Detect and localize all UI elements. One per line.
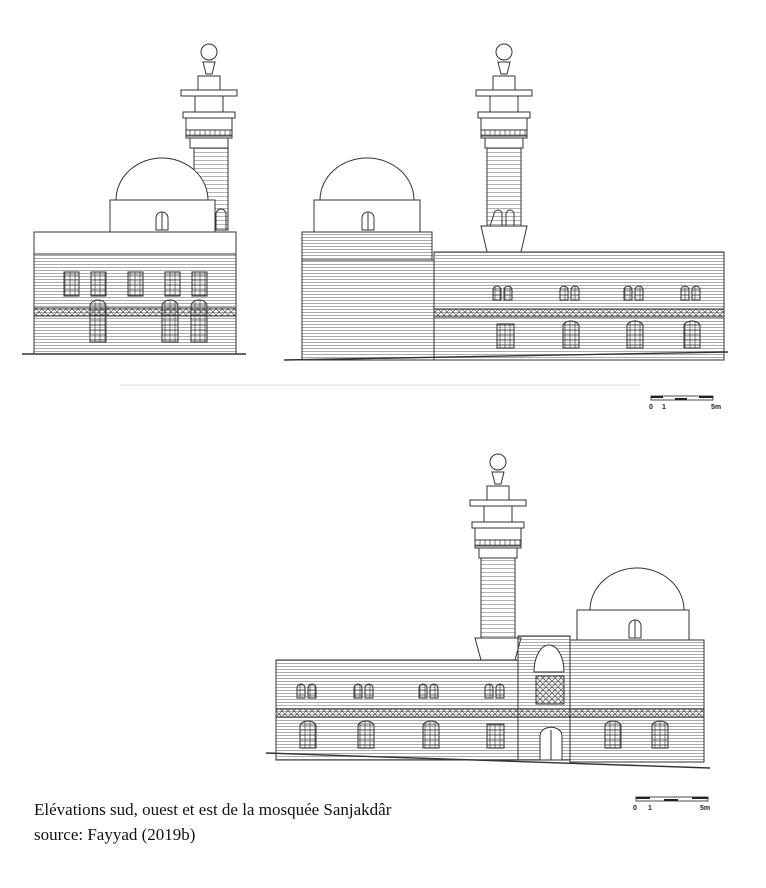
caption-title: Elévations sud, ouest et est de la mosquée Sanjakdâr: [34, 800, 392, 819]
portal: [518, 636, 570, 760]
scale-bar: [633, 797, 710, 812]
caption-source: source: Fayyad (2019b): [34, 825, 196, 844]
dome: [577, 568, 689, 640]
scale-label-1: 1: [648, 805, 652, 812]
dome: [314, 158, 420, 232]
south-elevation: [22, 44, 246, 354]
scale-label-5m: 5m: [711, 404, 722, 411]
scale-label-1: 1: [662, 404, 666, 411]
minaret: [470, 454, 526, 660]
east-elevation: [266, 454, 710, 768]
scale-label-0: 0: [633, 805, 637, 812]
scale-bar: [649, 396, 721, 411]
scale-label-5m: 5m: [700, 805, 711, 812]
minaret: [476, 44, 532, 252]
figure-caption: [34, 797, 391, 847]
scale-label-0: 0: [649, 404, 653, 411]
